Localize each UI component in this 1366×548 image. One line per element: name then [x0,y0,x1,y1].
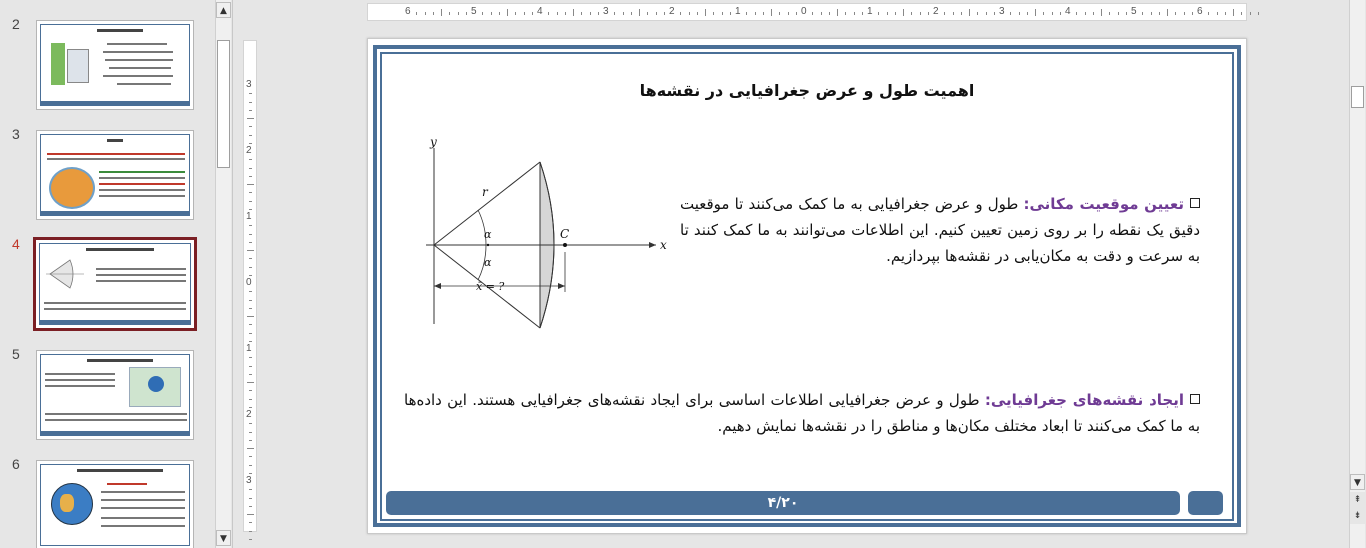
ruler-tick [928,12,929,15]
pencil-figure [51,43,65,85]
ruler-tick [1043,12,1044,15]
ruler-tick [1233,9,1234,16]
ruler-tick [441,9,442,16]
slide-canvas[interactable] [367,38,1247,534]
xbar-label: x̄ = ? [476,280,505,293]
ruler-tick [631,12,632,15]
ruler-tick [249,324,252,325]
ruler-tick [249,110,252,111]
ruler-tick [249,93,252,94]
ruler-tick [623,12,624,15]
ruler-tick [722,12,723,15]
ruler-tick [829,12,830,15]
thumb-number-5: 5 [12,346,20,362]
ruler-tick [249,168,252,169]
ruler-tick [697,12,698,15]
thumb-figure-icon [46,256,86,292]
ruler-tick [247,250,254,251]
ruler-tick [656,12,657,15]
thumbnail-scrollbar[interactable] [215,0,231,548]
slide-title[interactable]: اهمیت طول و عرض جغرافیایی در نقشه‌ها [639,81,975,100]
ruler-tick [247,316,254,317]
ruler-tick [1076,12,1077,15]
ruler-tick [249,374,252,375]
next-slide-icon[interactable]: ⇟ [1350,508,1365,524]
ruler-tick [249,159,252,160]
ruler-tick [1225,12,1226,15]
ruler-tick [249,390,252,391]
ruler-tick [994,12,995,15]
ruler-tick [482,12,483,15]
earth-layers-figure [49,167,95,209]
ruler-tick [961,12,962,15]
gps-pin-icon [148,376,164,392]
ruler-tick [249,201,252,202]
ruler-tick [1142,12,1143,15]
ruler-tick [515,12,516,15]
ruler-tick [249,275,252,276]
ruler-tick [862,12,863,15]
slide-footer-bar [386,491,1180,515]
ruler-label: 2 [669,6,675,17]
ruler-tick [1035,9,1036,16]
ruler-tick [1159,12,1160,15]
ruler-tick [680,12,681,15]
ruler-tick [247,448,254,449]
point2-lead: ایجاد نقشه‌های جغرافیایی: [984,391,1185,409]
ruler-tick [573,9,574,16]
ruler-label: 0 [801,6,807,17]
ruler-tick [1019,12,1020,15]
ruler-tick [249,176,252,177]
horizontal-ruler [367,3,1247,21]
slide-thumbnail-2[interactable] [36,20,194,110]
ruler-tick [249,506,252,507]
slide-thumbnail-3[interactable] [36,130,194,220]
ruler-tick [590,12,591,15]
radius-label: r [482,185,488,199]
slide-thumbnail-pane [0,0,233,548]
ruler-tick [1060,12,1061,15]
point-maps-paragraph[interactable] [404,387,1200,439]
thumb-number-2: 2 [12,16,20,32]
ruler-tick [249,300,252,301]
ruler-tick [249,242,252,243]
ruler-tick [1208,12,1209,15]
ruler-tick [1151,12,1152,15]
ruler-tick [1126,12,1127,15]
ruler-label: 3 [999,6,1005,17]
point-location-paragraph[interactable] [680,191,1200,269]
ruler-tick [977,12,978,15]
ruler-label: 2 [246,145,252,156]
ruler-label: 4 [537,6,543,17]
ruler-tick [247,514,254,515]
ruler-tick [796,12,797,15]
ruler-tick [249,102,252,103]
ruler-tick [903,9,904,16]
ruler-tick [598,12,599,15]
ruler-tick [249,267,252,268]
ruler-tick [249,291,252,292]
ruler-tick [449,12,450,15]
ruler-tick [249,440,252,441]
ruler-tick [249,465,252,466]
ruler-tick [249,341,252,342]
ruler-tick [1118,12,1119,15]
ruler-tick [1250,12,1251,15]
ruler-tick [247,382,254,383]
checkbox-bullet-icon [1190,198,1200,208]
ruler-tick [878,12,879,15]
ruler-label: 3 [246,79,252,90]
ruler-tick [249,209,252,210]
ruler-tick [491,12,492,15]
ruler-tick [507,9,508,16]
slide-page-number: ۴/۲۰ [767,495,799,511]
ruler-tick [249,407,252,408]
ruler-label: 1 [246,211,252,222]
point2-text: طول و عرض جغرافیایی اطلاعات اساسی برای ایجاد نقشه‌های جغرافیایی هستند. این داده‌ها به ما کمک می‌کنند تا ابعاد مختلف مکان‌ها و مناطق را در نقشه‌ها نمایش دهیم. [404,391,1200,435]
point1-lead: تعیین موقعیت مکانی: [1023,195,1184,213]
slide-thumbnail-5[interactable] [36,350,194,440]
ruler-tick [1027,12,1028,15]
ruler-tick [614,12,615,15]
ruler-tick [664,12,665,15]
ruler-tick [524,12,525,15]
ruler-tick [969,9,970,16]
ruler-tick [730,12,731,15]
centroid-label: C [560,227,570,241]
ruler-label: 1 [735,6,741,17]
gps-map-figure [129,367,181,407]
ruler-tick [953,12,954,15]
thumb-number-3: 3 [12,126,20,142]
ruler-tick [887,12,888,15]
ruler-tick [812,12,813,15]
ruler-tick [1217,12,1218,15]
ruler-tick [249,399,252,400]
ruler-tick [1052,12,1053,15]
previous-slide-icon[interactable]: ⇞ [1350,492,1365,508]
thumb-number-6: 6 [12,456,20,472]
alpha-label-top: α [484,228,492,241]
ruler-tick [249,308,252,309]
ruler-label: 2 [246,409,252,420]
thumb-number-4: 4 [12,236,20,252]
ruler-label: 3 [246,475,252,486]
ruler-tick [1109,12,1110,15]
ruler-tick [499,12,500,15]
ruler-tick [1093,12,1094,15]
ruler-tick [1175,12,1176,15]
ruler-label: 5 [1131,6,1137,17]
ruler-tick [249,489,252,490]
slide-thumbnail-4[interactable] [33,237,197,331]
ruler-tick [532,12,533,15]
scroll-down-icon[interactable]: ▼ [216,530,231,546]
ruler-tick [788,12,789,15]
ruler-tick [779,12,780,15]
thumb-title [97,29,143,32]
ruler-tick [249,143,252,144]
ruler-tick [911,12,912,15]
ruler-tick [845,12,846,15]
ruler-tick [581,12,582,15]
ruler-label: 6 [405,6,411,17]
ruler-tick [249,423,252,424]
thumbnail-scroll-thumb[interactable] [217,40,230,168]
ruler-label: 6 [1197,6,1203,17]
globe-figure [51,483,93,525]
ruler-tick [986,12,987,15]
ruler-tick [746,12,747,15]
ruler-tick [247,118,254,119]
scroll-up-icon[interactable]: ▲ [216,2,231,18]
ruler-label: 0 [246,277,252,288]
ruler-tick [249,498,252,499]
ruler-tick [647,12,648,15]
ruler-tick [425,12,426,15]
ruler-tick [416,12,417,15]
ruler-tick [837,9,838,16]
ruler-tick [1167,9,1168,16]
ruler-tick [249,357,252,358]
ruler-label: 5 [471,6,477,17]
ruler-tick [1085,12,1086,15]
ruler-tick [249,225,252,226]
ruler-tick [249,126,252,127]
ruler-tick [433,12,434,15]
ruler-tick [1258,12,1259,15]
ruler-tick [249,456,252,457]
checklist-figure [67,49,89,83]
editor-scroll-thumb[interactable] [1351,86,1364,108]
ruler-label: 4 [1065,6,1071,17]
ruler-tick [713,12,714,15]
ruler-tick [944,12,945,15]
ruler-tick [249,258,252,259]
alpha-label-bottom: α [484,256,492,269]
slide-footer-box [1188,491,1223,515]
slide-thumbnail-6[interactable] [36,460,194,548]
ruler-tick [247,184,254,185]
ruler-tick [705,9,706,16]
ruler-label: 2 [933,6,939,17]
ruler-tick [548,12,549,15]
scroll-down-icon[interactable]: ▼ [1350,474,1365,490]
ruler-tick [1192,12,1193,15]
ruler-tick [1184,12,1185,15]
ruler-tick [249,432,252,433]
ruler-tick [249,234,252,235]
ruler-label: 1 [246,343,252,354]
ruler-tick [763,12,764,15]
ruler-tick [249,531,252,532]
vertical-ruler [243,40,257,532]
editor-scrollbar[interactable] [1349,0,1365,548]
ruler-tick [920,12,921,15]
ruler-tick [1010,12,1011,15]
y-axis-label: y [430,135,437,149]
ruler-tick [755,12,756,15]
ruler-tick [689,12,690,15]
ruler-tick [458,12,459,15]
ruler-tick [771,9,772,16]
centroid-sector-figure [398,134,678,344]
ruler-tick [249,539,252,540]
ruler-tick [557,12,558,15]
ruler-tick [249,192,252,193]
ruler-tick [249,522,252,523]
ruler-tick [821,12,822,15]
checkbox-bullet-icon [1190,394,1200,404]
ruler-tick [639,9,640,16]
ruler-label: 3 [603,6,609,17]
ruler-tick [249,333,252,334]
ruler-tick [249,135,252,136]
ruler-tick [1101,9,1102,16]
ruler-tick [565,12,566,15]
ruler-tick [466,12,467,15]
point1-text: طول و عرض جغرافیایی به ما کمک می‌کنند تا موقعیت دقیق یک نقطه را بر روی زمین تعیین کنیم. این اطلاعات می‌توانند به ما کمک کنند تا به سرعت و دقت به مکان‌یابی در نقشه‌ها بپردازیم. [680,195,1200,265]
ruler-tick [249,366,252,367]
ruler-tick [895,12,896,15]
ruler-label: 1 [867,6,873,17]
x-axis-label: x [660,238,667,252]
ruler-tick [1241,12,1242,15]
ruler-tick [854,12,855,15]
ruler-tick [249,473,252,474]
